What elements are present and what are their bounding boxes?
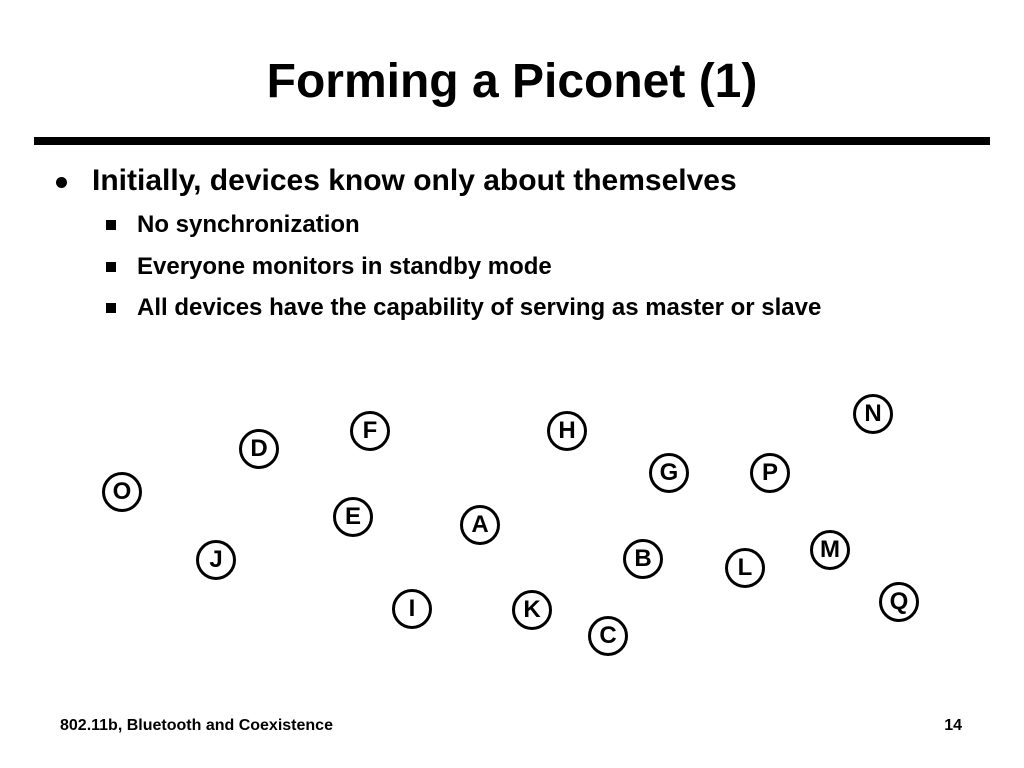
- device-node: K: [512, 590, 552, 630]
- device-node: M: [810, 530, 850, 570]
- device-node: G: [649, 453, 689, 493]
- device-node: C: [588, 616, 628, 656]
- footer-title: 802.11b, Bluetooth and Coexistence: [60, 717, 333, 734]
- bullet-sub-item: All devices have the capability of serving as master or slave: [137, 294, 822, 321]
- bullet-main: Initially, devices know only about themselves: [92, 164, 737, 197]
- device-node: F: [350, 411, 390, 451]
- device-node: J: [196, 540, 236, 580]
- device-node: B: [623, 539, 663, 579]
- device-node: A: [460, 505, 500, 545]
- device-node: E: [333, 497, 373, 537]
- device-node: H: [547, 411, 587, 451]
- bullet-sub-item: Everyone monitors in standby mode: [137, 253, 552, 280]
- device-node: P: [750, 453, 790, 493]
- device-node: D: [239, 429, 279, 469]
- device-node: Q: [879, 582, 919, 622]
- device-node: O: [102, 472, 142, 512]
- bullet-sub-item: No synchronization: [137, 211, 360, 238]
- device-node: N: [853, 394, 893, 434]
- page-number: 14: [944, 717, 962, 734]
- device-node: L: [725, 548, 765, 588]
- device-node: I: [392, 589, 432, 629]
- slide-title: Forming a Piconet (1): [266, 55, 758, 108]
